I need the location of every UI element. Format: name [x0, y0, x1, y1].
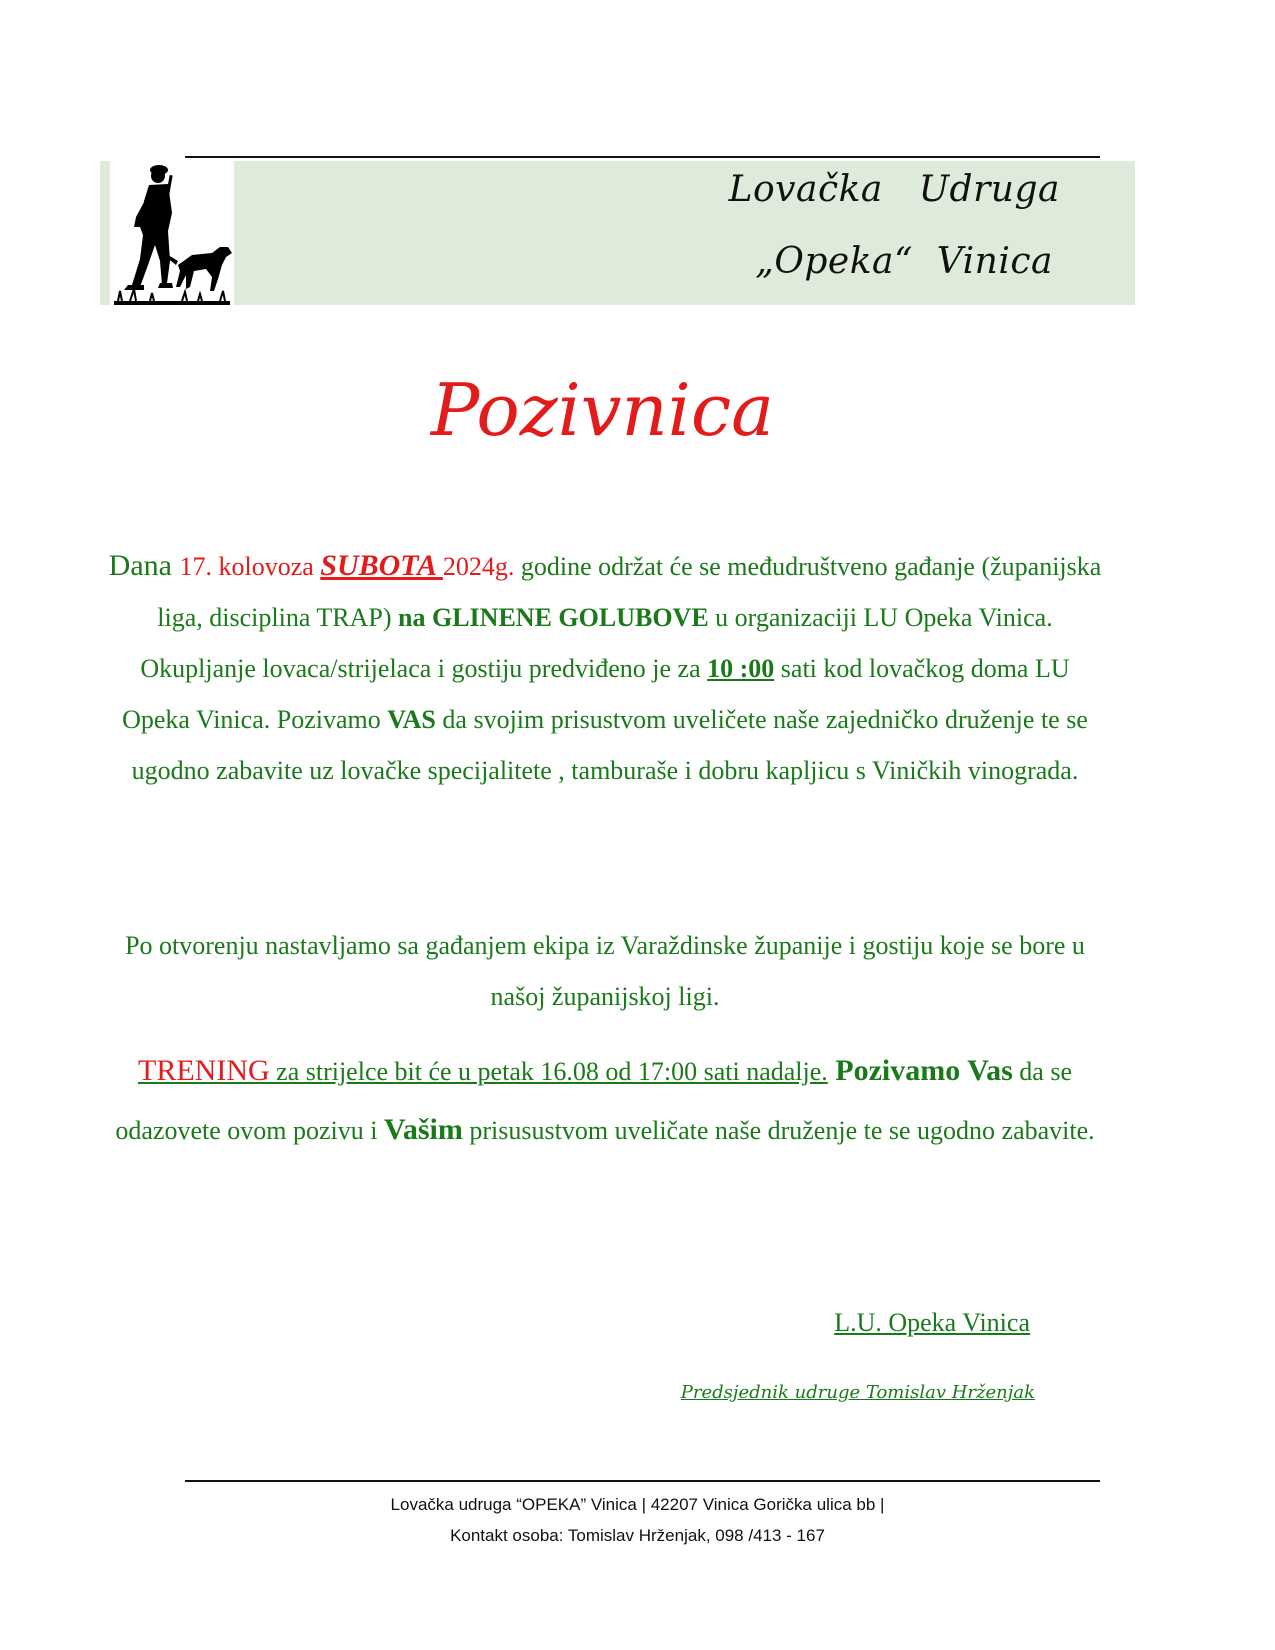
training-details: za strijelce bit će u petak 16.08 od 17:00 sati nadalje. — [269, 1057, 828, 1086]
event-day: SUBOTA — [320, 549, 443, 582]
footer-address: Lovačka udruga “OPEKA” Vinica | 42207 Vinica Gorička ulica bb | — [390, 1495, 885, 1514]
footer-contact: Kontakt osoba: Tomislav Hrženjak, 098 /413 - 167 — [450, 1526, 825, 1545]
letterhead — [100, 161, 1135, 305]
text-segment: da svojim prisustvom uveličete naše zajedničko druženje te se ugodno zabavite uz lovačke specijalitete , tamburaše i dobru kapljicu s Viničkih vinograda. — [131, 705, 1088, 785]
organization-name: Lovačka Udruga — [728, 169, 1060, 210]
invitation-paragraph — [105, 540, 1105, 796]
signature-organization: L.U. Opeka Vinica — [834, 1308, 1030, 1337]
discipline-highlight: na GLINENE GOLUBOVE — [398, 603, 709, 632]
hunter-with-dog-silhouette-icon — [110, 161, 234, 305]
dana-word: Dana — [108, 549, 180, 582]
training-paragraph — [105, 1042, 1105, 1160]
pozivamo-highlight: Pozivamo Vas — [827, 1054, 1013, 1087]
organization-place: „Opeka“ Vinica — [755, 241, 1053, 282]
signature-president: Predsjednik udruge Tomislav Hrženjak — [680, 1382, 1035, 1403]
event-year: 2024g. — [442, 552, 515, 581]
text-segment: prisusustvom uveličate naše druženje te se ugodno zabavite. — [462, 1116, 1095, 1145]
page-title: Pozivnica — [430, 368, 775, 452]
training-word: TRENING — [138, 1054, 270, 1087]
logo — [110, 161, 234, 305]
competition-paragraph — [105, 920, 1105, 1022]
text-segment: sati kod lovačkog doma LU Opeka Vinica. Pozivamo — [122, 654, 1070, 734]
event-date: 17. kolovoza — [179, 552, 321, 581]
competition-text: Po otvorenju nastavljamo sa gađanjem ekipa iz Varaždinske županije i gostiju koje se bore u našoj županijskoj ligi. — [125, 931, 1085, 1011]
text-segment: da se odazovete ovom pozivu i — [115, 1057, 1072, 1145]
event-time: 10 :00 — [707, 654, 775, 683]
footer-rule — [185, 1480, 1100, 1482]
vasim-highlight: Vašim — [383, 1113, 463, 1146]
header-rule — [185, 156, 1100, 158]
text-segment: u organizaciji LU Opeka Vinica. Okupljanje lovaca/strijelaca i gostiju predviđeno je za — [140, 603, 1053, 683]
text-segment: godine održat će se međudruštveno gađanje (županijska liga, disciplina TRAP) — [157, 552, 1102, 632]
vas-highlight: VAS — [387, 705, 436, 734]
